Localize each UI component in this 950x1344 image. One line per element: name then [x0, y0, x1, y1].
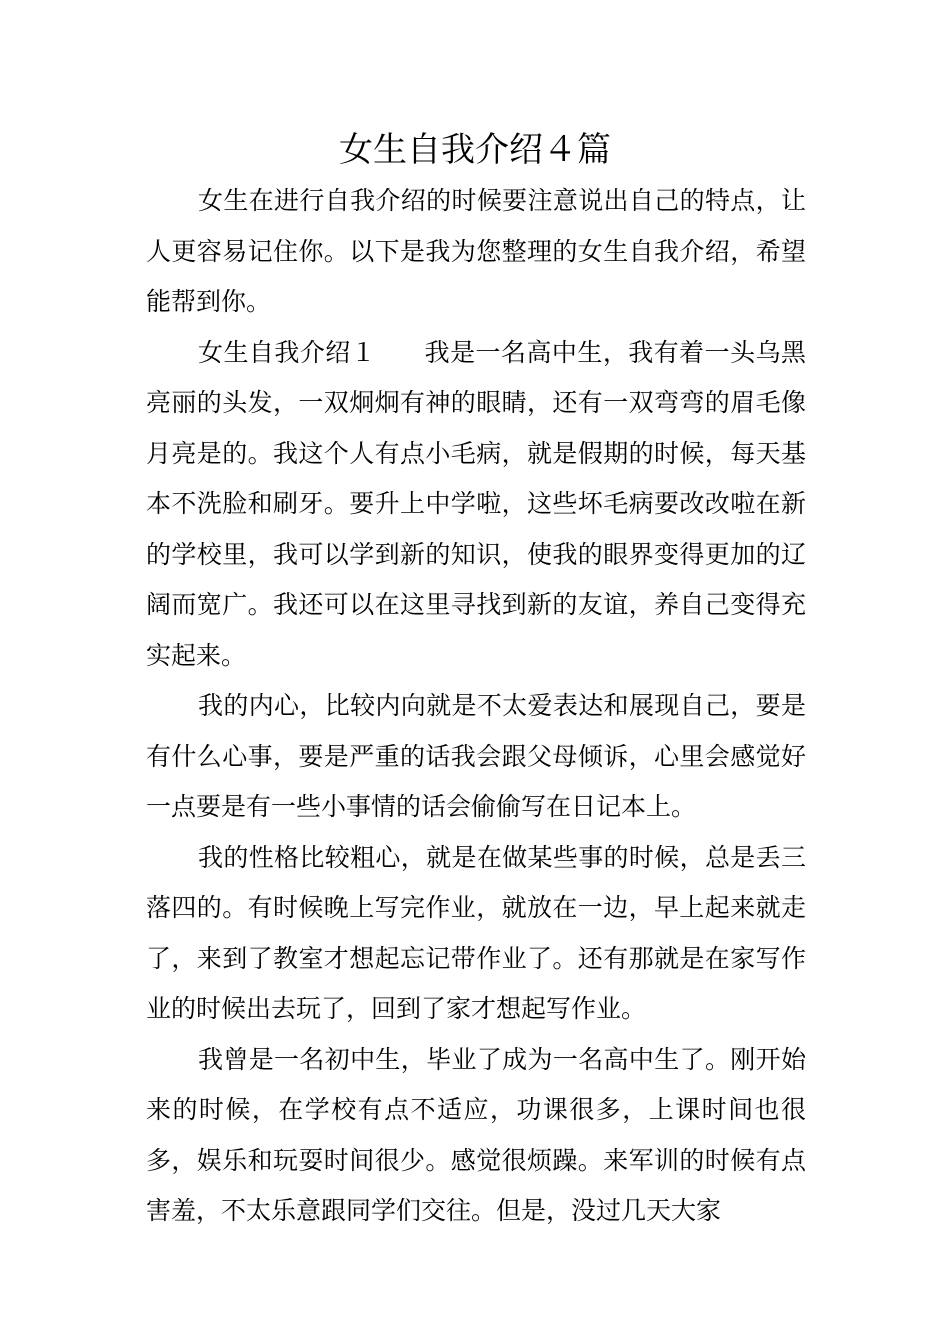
body-paragraph: 我的性格比较粗心，就是在做某些事的时候，总是丢三落四的。有时候晚上写完作业，就放在一边，早上起来就走了，来到了教室才想起忘记带作业了。还有那就是在家写作业的时候出去玩了，回到了家才想起写作业。: [146, 842, 806, 1023]
intro-paragraph: 女生在进行自我介绍的时候要注意说出自己的特点，让人更容易记住你。以下是我为您整理的女生自我介绍，希望能帮到你。: [146, 186, 806, 316]
body-paragraph: 我曾是一名初中生，毕业了成为一名高中生了。刚开始来的时候，在学校有点不适应，功课很多，上课时间也很多，娱乐和玩耍时间很少。感觉很烦躁。来军训的时候有点害羞，不太乐意跟同学们交往。但是，没过几天大家: [146, 1044, 806, 1225]
body-paragraph: 我的内心，比较内向就是不太爱表达和展现自己，要是有什么心事，要是严重的话我会跟父母倾诉，心里会感觉好一点要是有一些小事情的话会偷偷写在日记本上。: [146, 691, 806, 821]
section1-heading: 女生自我介绍１: [198, 337, 377, 367]
section1-paragraph: [146, 328, 806, 682]
document-title: 女生自我介绍４篇: [339, 130, 611, 170]
document-body: [146, 176, 806, 1237]
section1-text: 我是一名高中生，我有着一头乌黑亮丽的头发，一双炯炯有神的眼睛，还有一双弯弯的眉毛像月亮是的。我这个人有点小毛病，就是假期的时候，每天基本不洗脸和刷牙。要升上中学啦，这些坏毛病要改改啦在新的学校里，我可以学到新的知识，使我的眼界变得更加的辽阔而宽广。我还可以在这里寻找到新的友谊，养自己变得充实起来。: [146, 337, 806, 670]
